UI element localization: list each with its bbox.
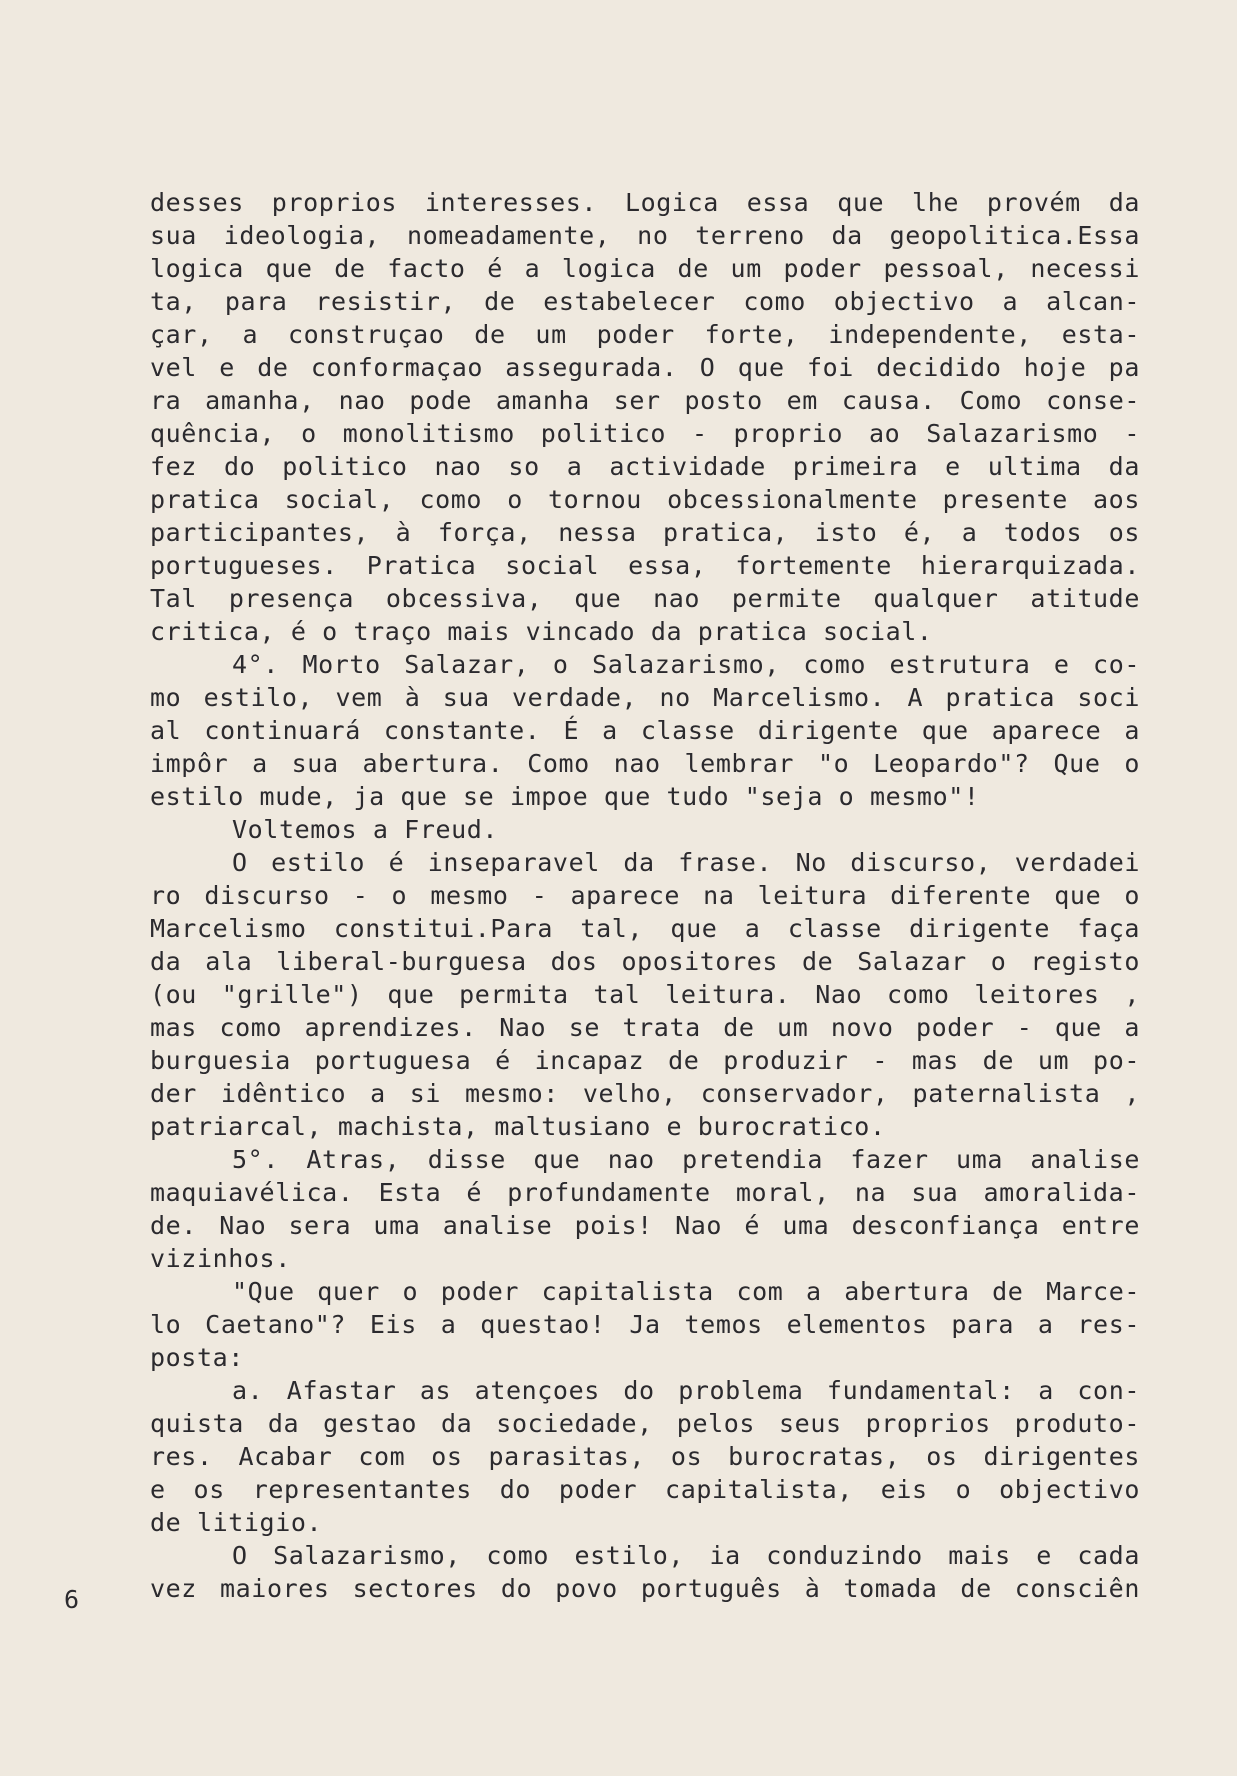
text-line: Voltemos a Freud. [232, 815, 499, 844]
text-line: e os representantes do poder capitalista, eis o objectivo [150, 1475, 1140, 1504]
text-line: ra amanha, nao pode amanha ser posto em causa. Como conse- [150, 386, 1140, 415]
text-line: O estilo é inseparavel da frase. No discurso, verdadei [232, 848, 1140, 877]
text-line: burguesia portuguesa é incapaz de produzir - mas de um po- [150, 1046, 1140, 1075]
text-line: de litigio. [150, 1508, 323, 1537]
text-line: O Salazarismo, como estilo, ia conduzindo mais e cada [232, 1541, 1140, 1570]
text-line: a. Afastar as atençoes do problema fundamental: a con- [232, 1376, 1140, 1405]
text-line: "Que quer o poder capitalista com a abertura de Marce- [232, 1277, 1140, 1306]
text-line: 5°. Atras, disse que nao pretendia fazer uma analise [232, 1145, 1140, 1174]
text-line: vez maiores sectores do povo português à tomada de consciên [150, 1574, 1140, 1603]
text-line: Tal presença obcessiva, que nao permite qualquer atitude [150, 584, 1140, 613]
text-line: posta: [150, 1343, 244, 1372]
text-line: participantes, à força, nessa pratica, isto é, a todos os [150, 518, 1140, 547]
text-line: desses proprios interesses. Logica essa que lhe provém da [150, 188, 1140, 217]
text-line: mo estilo, vem à sua verdade, no Marcelismo. A pratica soci [150, 683, 1140, 712]
text-line: ta, para resistir, de estabelecer como objectivo a alcan- [150, 287, 1140, 316]
text-line: mas como aprendizes. Nao se trata de um novo poder - que a [150, 1013, 1140, 1042]
text-line: pratica social, como o tornou obcessionalmente presente aos [150, 485, 1140, 514]
text-line: res. Acabar com os parasitas, os burocratas, os dirigentes [150, 1442, 1140, 1471]
text-line: sua ideologia, nomeadamente, no terreno da geopolitica.Essa [150, 221, 1140, 250]
text-line: quista da gestao da sociedade, pelos seus proprios produto- [150, 1409, 1140, 1438]
text-line: vizinhos. [150, 1244, 291, 1273]
text-line: der idêntico a si mesmo: velho, conservador, paternalista , [150, 1079, 1140, 1108]
text-line: de. Nao sera uma analise pois! Nao é uma desconfiança entre [150, 1211, 1140, 1240]
text-line: patriarcal, machista, maltusiano e burocratico. [150, 1112, 886, 1141]
text-line: Marcelismo constitui.Para tal, que a classe dirigente faça [150, 914, 1140, 943]
text-line: estilo mude, ja que se impoe que tudo "seja o mesmo"! [150, 782, 980, 811]
text-line: al continuará constante. É a classe dirigente que aparece a [150, 716, 1140, 745]
text-line: impôr a sua abertura. Como nao lembrar "o Leopardo"? Que o [150, 749, 1140, 778]
text-line: logica que de facto é a logica de um poder pessoal, necessi [150, 254, 1140, 283]
text-line: quência, o monolitismo politico - proprio ao Salazarismo - [150, 419, 1140, 448]
text-line: portugueses. Pratica social essa, fortemente hierarquizada. [150, 551, 1140, 580]
text-line: fez do politico nao so a actividade primeira e ultima da [150, 452, 1140, 481]
text-line: da ala liberal-burguesa dos opositores de Salazar o registo [150, 947, 1140, 976]
text-line: (ou "grille") que permita tal leitura. Nao como leitores , [150, 980, 1140, 1009]
text-line: lo Caetano"? Eis a questao! Ja temos elementos para a res- [150, 1310, 1140, 1339]
text-line: ro discurso - o mesmo - aparece na leitura diferente que o [150, 881, 1140, 910]
page-number: 6 [64, 1585, 80, 1614]
text-line: 4°. Morto Salazar, o Salazarismo, como estrutura e co- [232, 650, 1140, 679]
text-line: critica, é o traço mais vincado da pratica social. [150, 617, 933, 646]
body-text [150, 186, 1140, 1605]
text-line: maquiavélica. Esta é profundamente moral, na sua amoralida- [150, 1178, 1140, 1207]
text-line: vel e de conformaçao assegurada. O que foi decidido hoje pa [150, 353, 1140, 382]
text-line: çar, a construçao de um poder forte, independente, esta- [150, 320, 1140, 349]
